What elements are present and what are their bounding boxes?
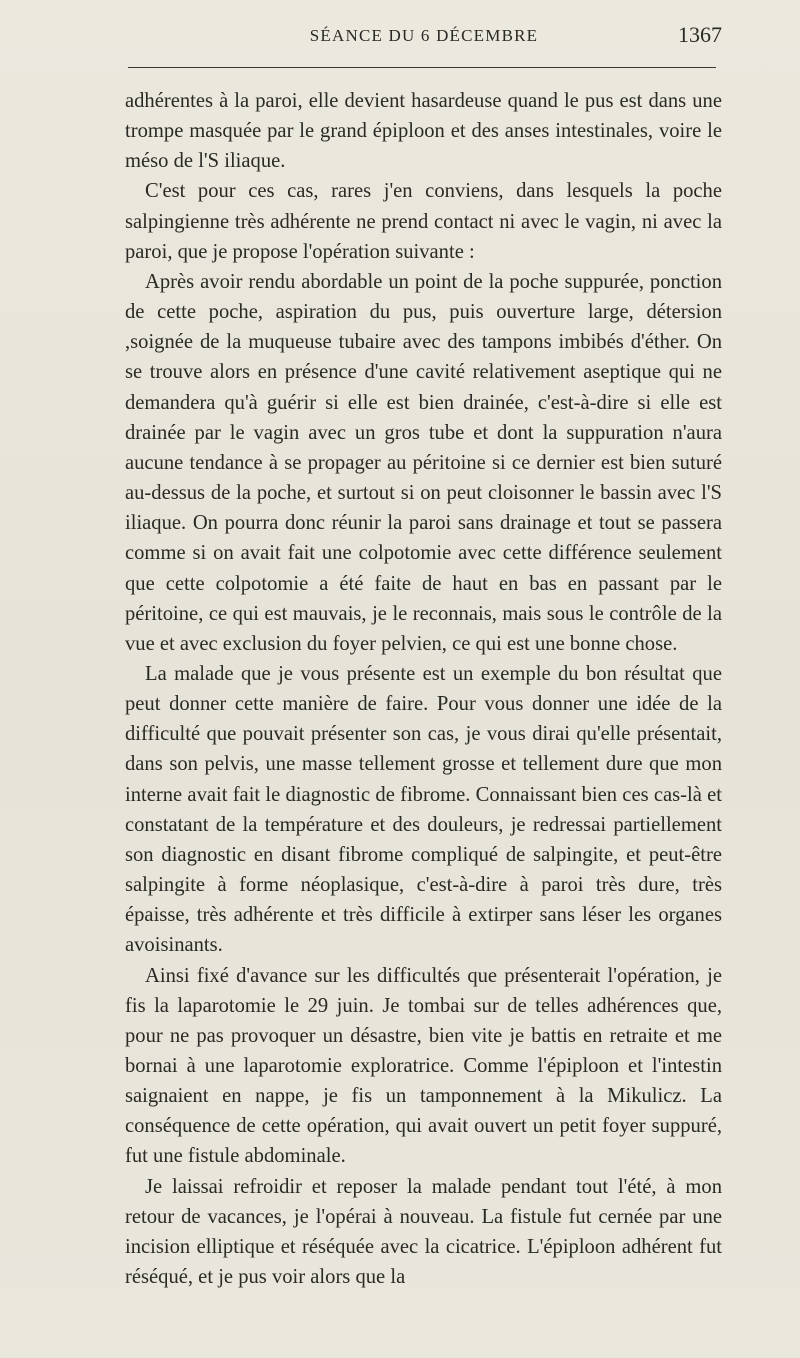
paragraph: adhérentes à la paroi, elle devient hasardeuse quand le pus est dans une trompe masquée par le grand épiploon et des anses intestinales, voire le méso de l'S iliaque.	[125, 90, 722, 173]
paragraph: Ainsi fixé d'avance sur les difficultés que présenterait l'opération, je fis la laparotomie le 29 juin. Je tombai sur de telles adhérences que, pour ne pas provoquer un désastre, bien vite je battis en retraite et me bornai à une laparotomie exploratrice. Comme l'épiploon et l'intestin saignaient en nappe, je fis un tamponnement à la Mikulicz. La conséquence de cette opération, qui avait ouvert un petit foyer suppuré, fut une fistule abdominale.	[125, 964, 722, 1168]
paragraph: Je laissai refroidir et reposer la malade pendant tout l'été, à mon retour de vacances, je l'opérai à nouveau. La fistule fut cernée par une incision elliptique et réséquée avec la cicatrice. L'épiploon adhérent fut réséqué, et je pus voir alors que la	[125, 1175, 722, 1289]
running-header	[126, 22, 722, 52]
page-number: 1367	[678, 22, 722, 47]
paragraph: C'est pour ces cas, rares j'en conviens, dans lesquels la poche salpingienne très adhérente ne prend contact ni avec le vagin, ni avec la paroi, que je propose l'opération suivante :	[125, 180, 722, 263]
body-text	[125, 86, 722, 1292]
paragraph: Après avoir rendu abordable un point de la poche suppurée, ponction de cette poche, aspiration du pus, puis ouverture large, détersion ,soignée de la muqueuse tubaire avec des tampons imbibés d'éther. On se trouve alors en présence d'une cavité relativement aseptique qui ne demandera qu'à guérir si elle est bien drainée, c'est-à-dire si elle est drainée par le vagin avec un gros tube et dont la suppuration n'aura aucune tendance à se propager au péritoine si ce dernier est bien suturé au-dessus de la poche, et surtout si on peut cloisonner le bassin avec l'S iliaque. On pourra donc réunir la paroi sans drainage et tout se passera comme si on avait fait une colpotomie avec cette différence seulement que cette colpotomie a été faite de haut en bas en passant par le péritoine, ce qui est mauvais, je le reconnais, mais sous le contrôle de la vue et avec exclusion du foyer pelvien, ce qui est une bonne chose.	[125, 270, 722, 655]
paragraph: La malade que je vous présente est un exemple du bon résultat que peut donner cette manière de faire. Pour vous donner une idée de la difficulté que pouvait présenter son cas, je vous dirai qu'elle présentait, dans son pelvis, une masse tellement grosse et tellement dure que mon interne avait fait le diagnostic de fibrome. Connaissant bien ces cas-là et constatant de la température et des douleurs, je redressai partiellement son diagnostic en disant fibrome compliqué de salpingite, et peut-être salpingite à forme néoplasique, c'est-à-dire à paroi très dure, très épaisse, très adhérente et très difficile à extirper sans léser les organes avoisinants.	[125, 662, 722, 957]
header-rule	[128, 67, 716, 68]
header-title: SÉANCE DU 6 DÉCEMBRE	[309, 26, 539, 45]
